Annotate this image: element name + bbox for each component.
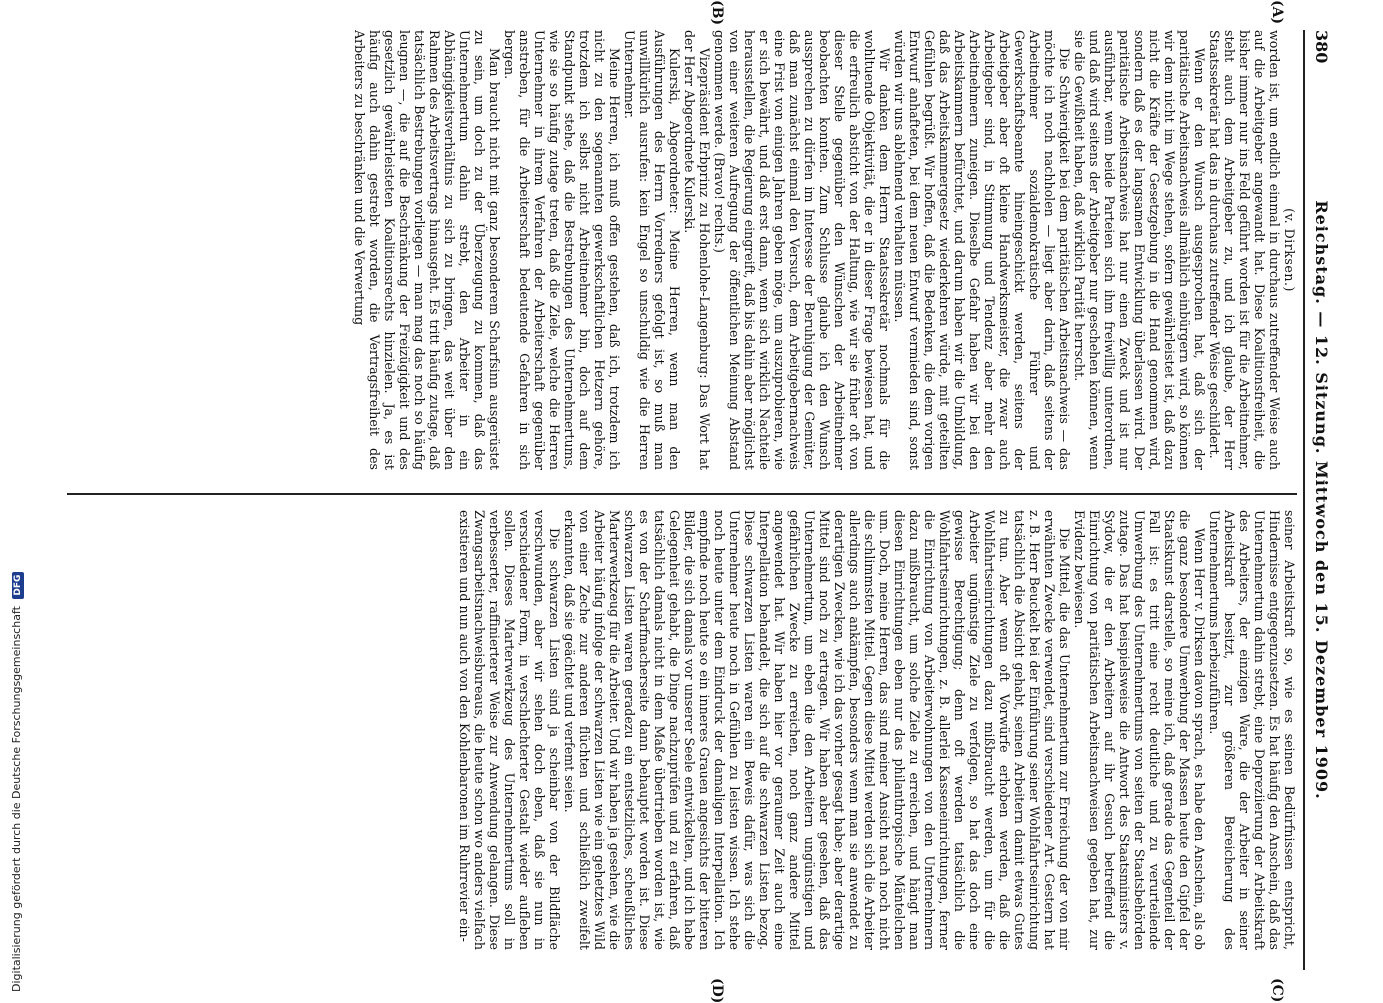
paragraph: Vizepräsident Erbprinz zu Hohenlohe-Langenburg: Das Wort hat der Herr Abgeordnete Kulerski. bbox=[682, 30, 712, 470]
paragraph: Wenn er den Wunsch ausgesprochen hat, daß sich der paritätische Arbeitsnachweis allmählich einbürgern wird, so können wir dem nicht im Wege stehen, sofern gewährleistet ist, daß dazu nicht die Kräfte der Gesetzgebung in die Hand genommen wird, sondern daß es der langsamen Entwicklung überlassen wird. Der paritätische Arbeitsnachweis hat nur einen Zweck und ist nur ausführbar, wenn beide Parteien sich ihm freiwillig unterordnen, und daß wird seitens der Arbeitgeber nur geschehen können, wenn sie die Gewißheit haben, daß wirklich Parität herrscht. bbox=[1072, 30, 1207, 470]
credit-text: Digitalisierung gefördert durch die Deutsche Forschungsgemeinschaft bbox=[10, 606, 23, 992]
paragraph: Meine Herren, ich muß offen gestehen, daß ich, trotzdem ich nicht zu den sogenannten gewerkschaftlichen Hetzern gehöre, trotzdem ich selbst nicht Arbeitnehmer bin, doch auf dem Standpunkt stehe, daß die Bestrebungen des Unternehmertums, wie sie so häufig zutage treten, daß die Ziele, welche die Herren Unternehmer in ihrem Verfahren der Arbeiterschaft gegenüber anstreben, für die Arbeiterschaft bedeutende Gefahren in sich bergen. bbox=[502, 30, 622, 470]
margin-mark-d: (D) bbox=[709, 978, 725, 1003]
paragraph: Die Schwierigkeit bei dem paritätischen Arbeitsnachweis — das möchte ich noch nachholen — liegt aber darin, daß seitens der Arbeitnehmer sozialdemokratische Führer und Gewerkschaftsbeamte hineingeschickt werden, seitens der Arbeitgeber aber oft kleine Handwerksmeister, die zwar auch Arbeitgeber sind, in Stimmung und Tendenz aber mehr den Arbeitnehmern zuneigen. Dieselbe Gefahr haben wir bei den Arbeitskammern befürchtet, und darum haben wir die Umbildung, daß das Arbeitskammergesetz wiederkehren würde, mit geteilten Gefühlen begrüßt. Wir hoffen, daß die Bedenken, die dem vorigen Entwurf anhafteten, bei dem neuen Entwurf vermieden sind, sonst würden wir uns ablehnend verhalten müssen. bbox=[892, 30, 1072, 470]
margin-mark-b: (B) bbox=[709, 0, 725, 26]
margin-mark-a: (A) bbox=[1269, 0, 1285, 25]
paragraph: worden ist, um endlich einmal in durchaus zutreffender Weise auch auf die Arbeitgeber angewandt hat. Diese Koalitionsfreiheit, die bisher immer nur ins Feld geführt worden ist für die Arbeitnehmer, steht auch dem Arbeitgeber zu, und ich glaube, der Herr Staatssekretär hat das in durchaus zutreffender Weise geschildert. bbox=[1207, 30, 1282, 470]
dfg-logo: DFG bbox=[12, 572, 24, 599]
paragraph: Die schwarzen Listen sind ja scheinbar von der Bildfläche verschwunden, aber wir sehen doch eben, daß sie nun in verschiedener Form, in verschlechterter Gestalt wieder aufleben sollen. Dieses Marterwerkzeug des Unternehmertums soll in verbesserter, raffinierterer Weise zur Anwendung gelangen. Diese Zwangsarbeitsnachweisbureaus, die heute schon wo anders vielfach existieren und nun auch von den Kohlenbaronen im Ruhrrevier ein- bbox=[457, 510, 562, 950]
paragraph: Wir danken dem Herrn Staatssekretär nochmals für die wohltuende Objektivität, die er in dieser Frage bewiesen hat, und die erfreulich absticht von der Haltung, wie wir sie früher oft von dieser Stelle gegenüber den Wünschen der Arbeitnehmer beobachten konnten. Zum Schlusse glaube ich den Wunsch aussprechen zu dürfen im Interesse der Beruhigung der Gemüter, daß man zunächst einmal den Versuch, dem Arbeitgebernachweis eine Frist von einigen Jahren geben möge, um auszuprobieren, wie er sich bewährt, und daß erst dann, wenn sich wirklich Nachteile herausstellen, die Regierung eingreift, daß bis dahin aber möglichst von einer weiteren Aufregung der öffentlichen Meinung Abstand genommen werde. (Bravo! rechts.) bbox=[712, 30, 892, 470]
running-title: Reichstag. — 12. Sitzung. Mittwoch den 15. Dezember 1909. bbox=[1312, 200, 1331, 800]
page-number: 380 bbox=[1312, 30, 1331, 64]
digitization-credit bbox=[10, 572, 24, 992]
paragraph: Man braucht nicht mit ganz besonderem Scharfsinn ausgerüstet zu sein, um doch zu der Überzeugung zu kommen, daß das Unternehmertum dahin strebt, den Arbeiter in ein Abhängigkeitsverhältnis zu sich zu bringen, das weit über den Rahmen des Arbeitsvertrags hinausgeht. Es tritt häufig zutage, daß tatsächlich Bestrebungen vorliegen — man mag das noch so häufig leugnen —, die auf die Beschränkung der Freizügigkeit und des gesetzlich gewährleisteten Koalitionsrechts hinzielen. Ja, es ist häufig auch dahin gestrebt worden, die Vertragsfreiheit des Arbeiters zu beschränken und die Verwertung bbox=[352, 30, 502, 470]
column-divider bbox=[67, 493, 1297, 495]
paragraph: Kulerski, Abgeordneter: Meine Herren, wenn man den Ausführungen des Herrn Vorredners gefolgt ist, so muß man unwillkürlich ausrufen: kein Engel so unschuldig wie die Herren Unternehmer. bbox=[622, 30, 682, 470]
document-page bbox=[55, 0, 1345, 1003]
page-header bbox=[1305, 30, 1345, 970]
paragraph: seiner Arbeitskraft so, wie es seinen Bedürfnissen entspricht, Hindernisse entgegenzusetzen. Es hat häufig den Anschein, daß das Unternehmertum dahin strebt, eine Depreziierung der Arbeitskraft des Arbeiters, der einzigen Ware, die der Arbeiter in seiner Arbeitskraft besitzt, zur größeren Bereicherung des Unternehmertums herbeizuführen. bbox=[1207, 510, 1297, 950]
left-column bbox=[67, 30, 1297, 470]
paragraph: Wenn Herr v. Dirksen davon sprach, es habe den Anschein, als ob die ganz besondere Umwerbung der Massen heute den Gipfel der Staatskunst darstelle, so meine ich, daß gerade das Gegenteil der Fall ist: es tritt eine recht deutliche und zu verurteilende Umwerbung des Unternehmertums von seiten der Staatsbehörden zutage. Das hat beispielsweise die Antwort des Staatsministers v. Sydow, die er den Arbeitern auf ihr Gesuch betreffend die Einrichtung von paritätischen Arbeitsnachweisen gegeben hat, zur Evidenz bewiesen. bbox=[1072, 510, 1207, 950]
header-rule bbox=[1303, 30, 1305, 970]
right-column bbox=[67, 510, 1297, 950]
paragraph: Die Mittel, die das Unternehmertum zur Erreichung der von mir erwähnten Zwecke verwendet, sind verschiedener Art. Gestern hat z. B. Herr Beuckelt bei der Einführung seiner Wohlfahrtseinrichtung tatsächlich die Absicht gehabt, seinen Arbeitern damit etwas Gutes zu tun. Aber wenn oft Vorwürfe erhoben werden, daß die Wohlfahrtseinrichtungen dazu mißbraucht werden, um für die Arbeiter ungünstige Ziele zu verfolgen, so hat das doch eine gewisse Berechtigung; denn oft werden tatsächlich die Wohlfahrtseinrichtungen, z. B. allerlei Kasseneinrichtungen, ferner die Einrichtung von Arbeiterwohnungen von den Unternehmern dazu mißbraucht, um solche Ziele zu erreichen, und hängt man diesen Einrichtungen eben nur das philanthropische Mäntelchen um. Doch, meine Herren, das sind meiner Ansicht nach noch nicht die schlimmsten Mittel. Gegen diese Mittel werden sich die Arbeiter allerdings auch ankämpfen, besonders wenn man sie anwendet zu derartigen Zwecken, wie ich das vorher gesagt habe; aber derartige Mittel sind noch zu ertragen. Wir haben aber gesehen, daß das Unternehmertum, um eben die den Arbeitern ungünstigen und gefährlichen Zwecke zu erreichen, noch ganz andere Mittel angewendet hat. Wir haben hier vor geraumer Zeit auch eine Interpellation behandelt, die sich auf die schwarzen Listen bezog. Diese schwarzen Listen waren ein Beweis dafür, was sich die Unternehmer heute noch in Gefühlen zu leisten wissen. Ich stehe noch heute unter dem Eindruck der damaligen Interpellation. Ich empfinde noch heute so ein inneres Grauen angesichts der bitteren Bilder, die sich damals vor unserer Seele entwickelten, und ich habe Gelegenheit gehabt, die Dinge nachzuprüfen und zu erfahren, daß tatsächlich damals nicht in dem Maße übertrieben worden ist, wie es von der Scharfmacherseite dann behauptet worden ist. Diese schwarzen Listen waren geradezu ein entsetzliches, scheußliches Marterwerkzeug für die Arbeiter. Und wir haben ja gesehen, wie die Arbeiter häufig infolge der schwarzen Listen wie ein gehetztes Wild von einer Zeche zur anderen flüchten und schließlich zweifelt erkannten, daß sie geächtet und verfemt seien. bbox=[562, 510, 1072, 950]
speaker-tag: (v. Dirksen.) bbox=[1282, 208, 1297, 292]
margin-mark-c: (C) bbox=[1269, 978, 1285, 1003]
